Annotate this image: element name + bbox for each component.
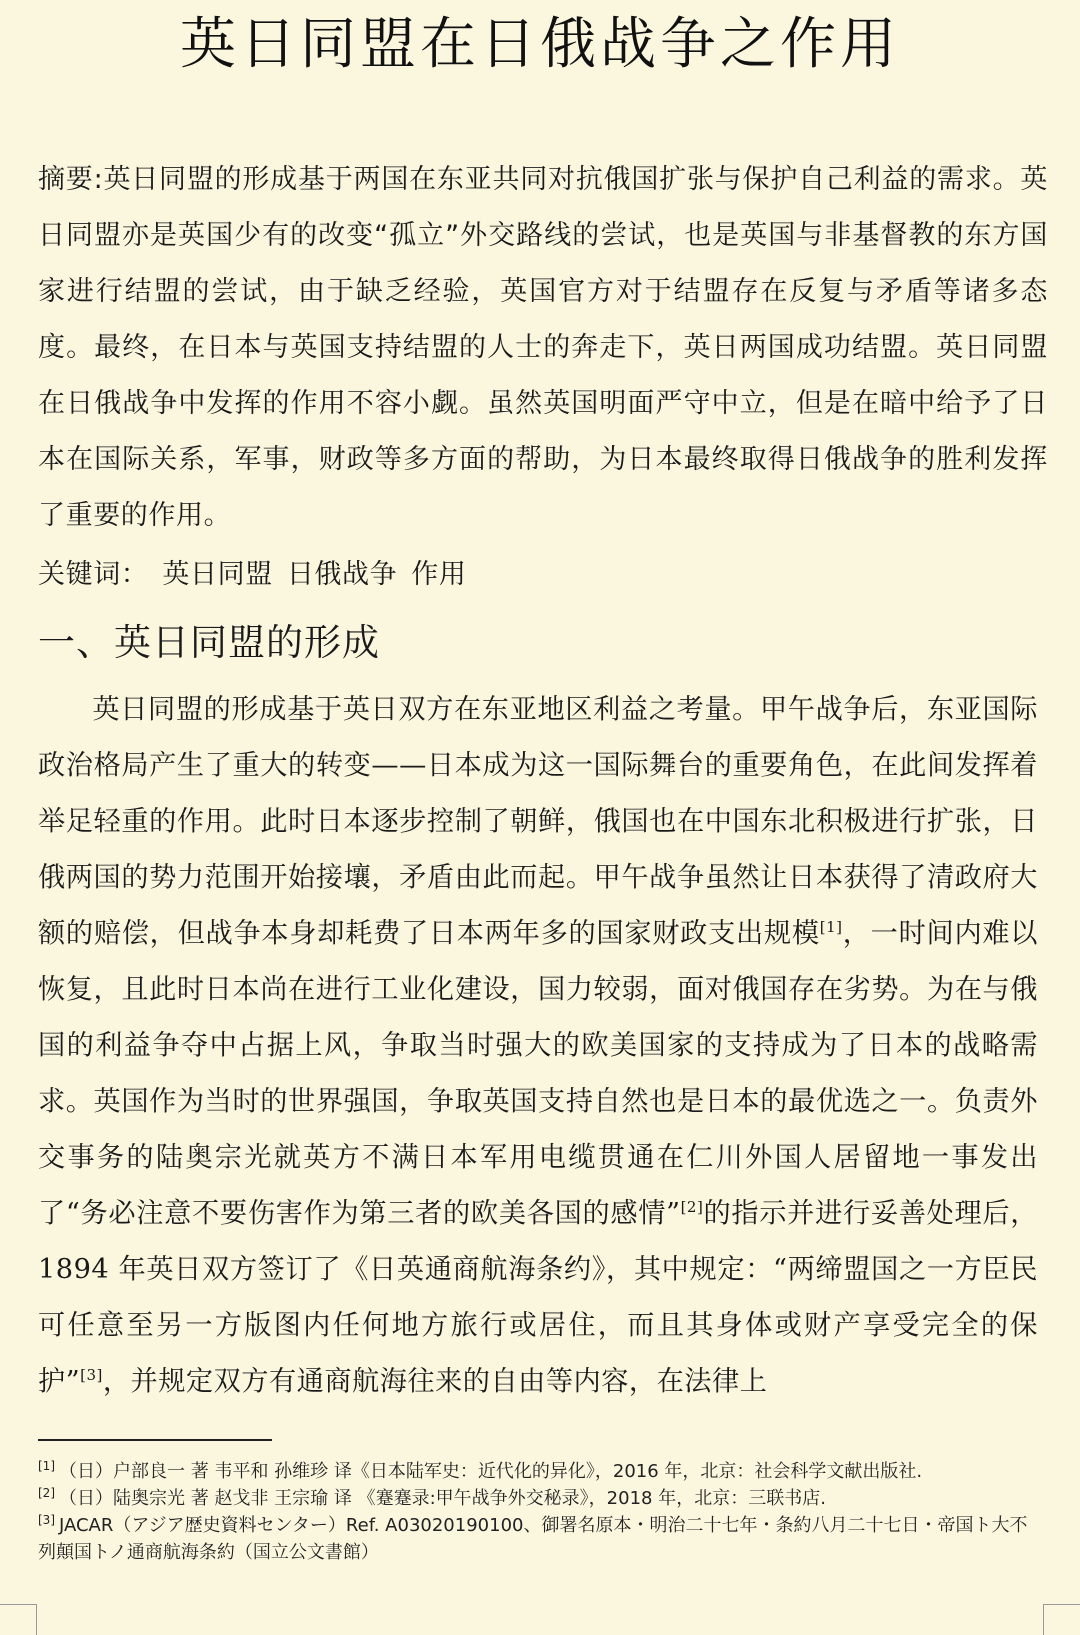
footnote-3 [38,1512,1038,1566]
keywords-line [38,550,1038,600]
footnote-ref-2[interactable]: [2] [680,1197,704,1216]
footnote-ref-1[interactable]: [1] [819,917,843,936]
keyword-item: 日俄战争 [286,559,398,590]
abstract-paragraph [38,152,1048,544]
footnote-1 [38,1458,1038,1485]
footnotes [38,1458,1038,1566]
footnote-mark: [3] [38,1513,55,1527]
body-text-part: 的指示并进行妥善处理后，1894 年英日双方签订了《日英通商航海条约》，其中规定：“两缔盟国之一方臣民可任意至另一方版图内任何地方旅行或居住，而且其身体或财产享受完全的保护” [38,1198,1038,1397]
footnote-divider [38,1439,272,1441]
section-heading: 一、英日同盟的形成 [38,621,380,664]
footnote-text: （日）户部良一 著 韦平和 孙维珍 译《日本陆军史：近代化的异化》，2016 年，北京：社会科学文献出版社. [59,1461,923,1482]
footnote-text: JACAR（アジア歴史資料センター）Ref. A03020190100、御署名原本・明治二十七年・条約八月二十七日・帝国ト大不列顛国トノ通商航海条約（国立公文書館） [38,1515,1028,1563]
body-text-part: ，一时间内难以恢复，且此时日本尚在进行工业化建设，国力较弱，面对俄国存在劣势。为在与俄国的利益争夺中占据上风，争取当时强大的欧美国家的支持成为了日本的战略需求。英国作为当时的世界强国，争取英国支持自然也是日本的最优选之一。负责外交事务的陆奥宗光就英方不满日本军用电缆贯通在仁川外国人居留地一事发出了“务必注意不要伤害作为第三者的欧美各国的感情” [38,918,1038,1229]
body-text-part: 英日同盟的形成基于英日双方在东亚地区利益之考量。甲午战争后，东亚国际政治格局产生了重大的转变——日本成为这一国际舞台的重要角色，在此间发挥着举足轻重的作用。此时日本逐步控制了朝鲜，俄国也在中国东北积极进行扩张，日俄两国的势力范围开始接壤，矛盾由此而起。甲午战争虽然让日本获得了清政府大额的赔偿，但战争本身却耗费了日本两年多的国家财政支出规模 [38,694,1038,949]
body-text-part: ，并规定双方有通商航海往来的自由等内容，在法律上 [102,1366,768,1397]
abstract-text: 英日同盟的形成基于两国在东亚共同对抗俄国扩张与保护自己利益的需求。英日同盟亦是英国少有的改变“孤立”外交路线的尝试，也是英国与非基督教的东方国家进行结盟的尝试，由于缺乏经验，英国官方对于结盟存在反复与矛盾等诸多态度。最终，在日本与英国支持结盟的人士的奔走下，英日两国成功结盟。英日同盟在日俄战争中发挥的作用不容小觑。虽然英国明面严守中立，但是在暗中给予了日本在国际关系，军事，财政等多方面的帮助，为日本最终取得日俄战争的胜利发挥了重要的作用。 [38,164,1048,531]
keywords-label: 关键词： [38,559,149,590]
footnote-2 [38,1485,1038,1512]
footnote-mark: [2] [38,1486,55,1500]
page-corner-right [1043,1604,1080,1635]
abstract-label: 摘要: [38,164,104,195]
footnote-ref-3[interactable]: [3] [80,1365,103,1384]
page-corner-left [0,1604,37,1635]
keyword-item: 英日同盟 [162,559,273,590]
footnote-mark: [1] [38,1459,55,1473]
keyword-item: 作用 [411,559,467,590]
footnote-text: （日）陆奥宗光 著 赵戈非 王宗瑜 译 《蹇蹇录:甲午战争外交秘录》，2018 年，北京：三联书店. [59,1488,826,1509]
page-title: 英日同盟在日俄战争之作用 [180,12,900,77]
body-paragraph [38,682,1038,1410]
